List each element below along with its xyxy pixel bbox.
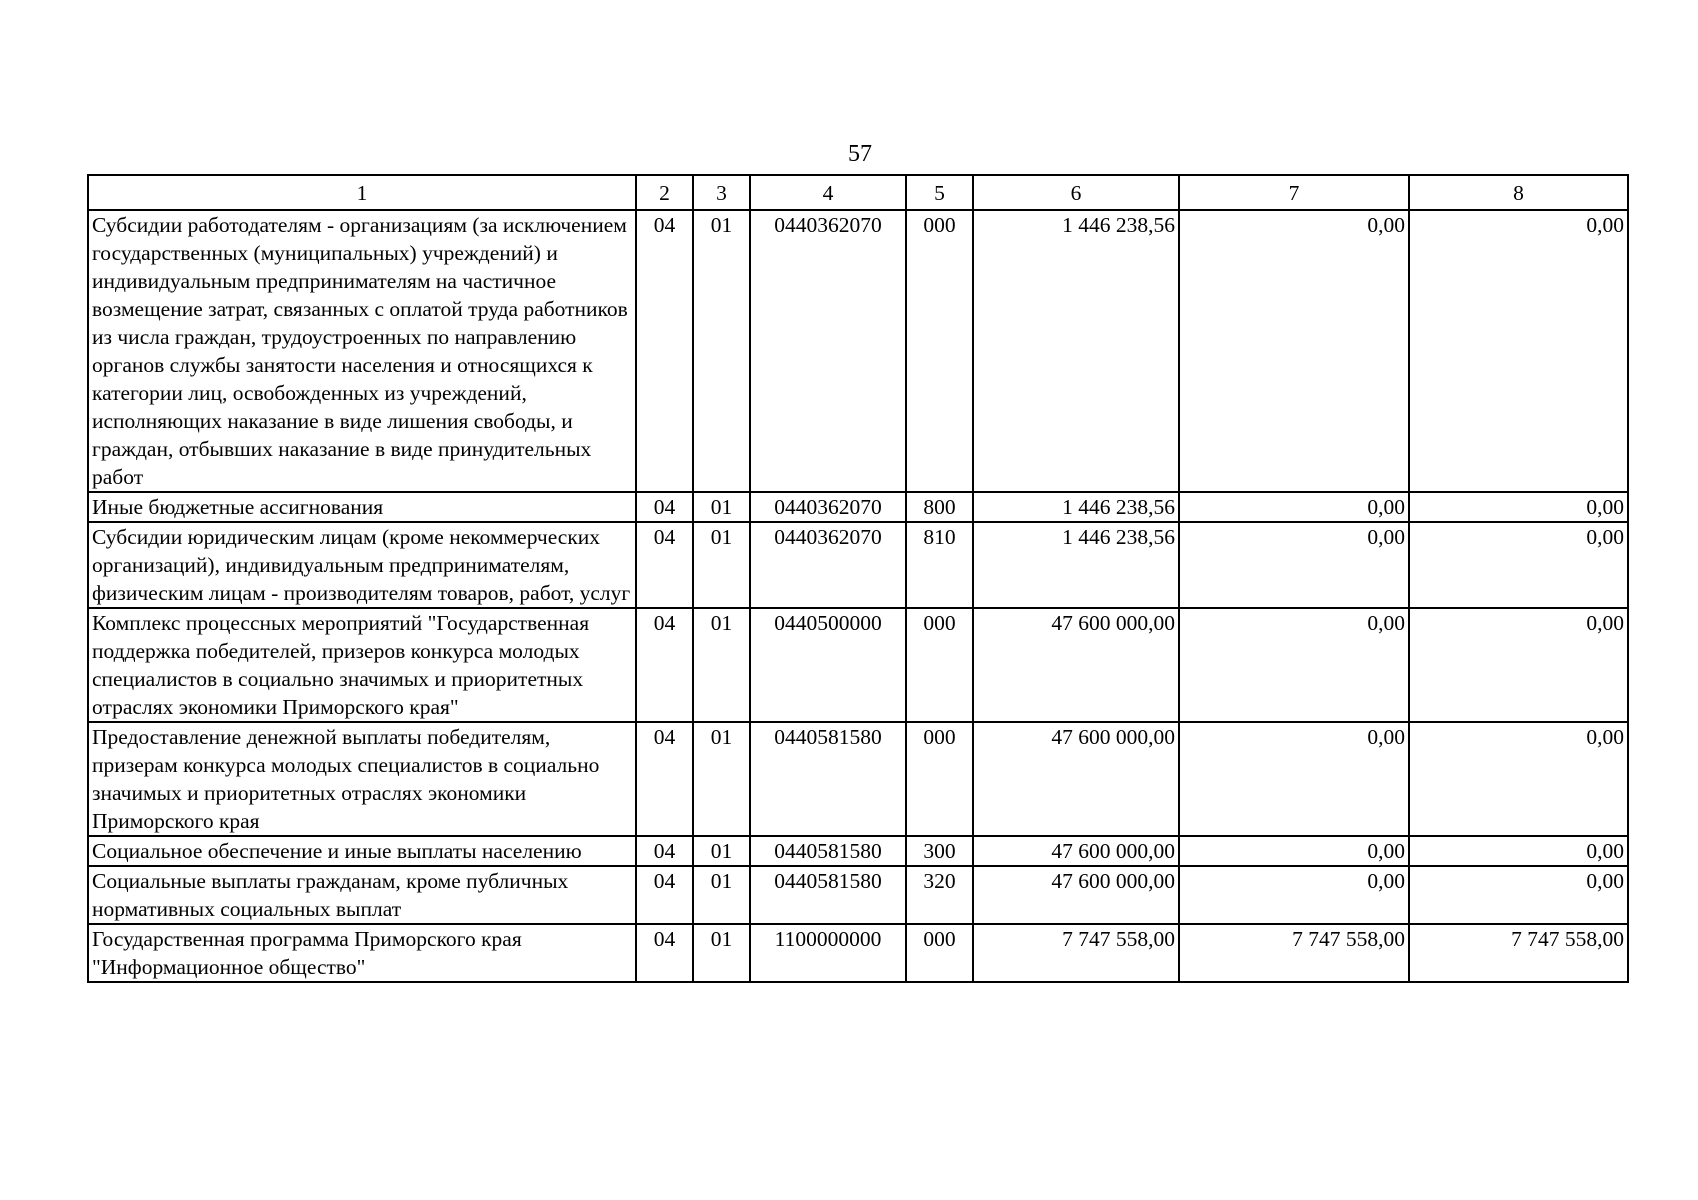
- row-name: Иные бюджетные ассигнования: [88, 492, 636, 522]
- amount-col-7: 0,00: [1179, 608, 1409, 722]
- amount-col-8: 0,00: [1409, 210, 1628, 492]
- section-code: 04: [636, 924, 693, 982]
- table-row: [88, 866, 1628, 924]
- section-code: 04: [636, 608, 693, 722]
- expense-type-code: 320: [906, 866, 973, 924]
- target-article-code: 0440581580: [750, 866, 906, 924]
- subsection-code: 01: [693, 210, 750, 492]
- section-code: 04: [636, 836, 693, 866]
- amount-col-7: 0,00: [1179, 492, 1409, 522]
- subsection-code: 01: [693, 608, 750, 722]
- table-row: [88, 924, 1628, 982]
- expense-type-code: 810: [906, 522, 973, 608]
- amount-col-7: 0,00: [1179, 210, 1409, 492]
- amount-col-8: 7 747 558,00: [1409, 924, 1628, 982]
- amount-col-6: 1 446 238,56: [973, 522, 1179, 608]
- target-article-code: 0440362070: [750, 492, 906, 522]
- amount-col-8: 0,00: [1409, 836, 1628, 866]
- amount-col-7: 7 747 558,00: [1179, 924, 1409, 982]
- section-code: 04: [636, 866, 693, 924]
- amount-col-6: 47 600 000,00: [973, 722, 1179, 836]
- subsection-code: 01: [693, 866, 750, 924]
- section-code: 04: [636, 210, 693, 492]
- subsection-code: 01: [693, 924, 750, 982]
- amount-col-7: 0,00: [1179, 522, 1409, 608]
- target-article-code: 0440362070: [750, 522, 906, 608]
- column-header: 7: [1179, 175, 1409, 210]
- amount-col-6: 1 446 238,56: [973, 210, 1179, 492]
- amount-col-6: 1 446 238,56: [973, 492, 1179, 522]
- column-header: 8: [1409, 175, 1628, 210]
- column-header: 5: [906, 175, 973, 210]
- subsection-code: 01: [693, 522, 750, 608]
- target-article-code: 0440362070: [750, 210, 906, 492]
- amount-col-6: 47 600 000,00: [973, 866, 1179, 924]
- column-header: 4: [750, 175, 906, 210]
- amount-col-6: 47 600 000,00: [973, 836, 1179, 866]
- row-name: Субсидии работодателям - организациям (за исключением государственных (муниципальных) учреждений) и индивидуальным предпринимателям на частичное возмещение затрат, связанных с оплатой труда работников из числа граждан, трудоустроенных по направлению органов службы занятости населения и относящихся к категории лиц, освобожденных из учреждений, исполняющих наказание в виде лишения свободы, и граждан, отбывших наказание в виде принудительных работ: [88, 210, 636, 492]
- column-header: 6: [973, 175, 1179, 210]
- table-row: [88, 492, 1628, 522]
- section-code: 04: [636, 522, 693, 608]
- expense-type-code: 000: [906, 924, 973, 982]
- target-article-code: 0440581580: [750, 836, 906, 866]
- expense-type-code: 000: [906, 722, 973, 836]
- section-code: 04: [636, 722, 693, 836]
- section-code: 04: [636, 492, 693, 522]
- amount-col-8: 0,00: [1409, 866, 1628, 924]
- row-name: Предоставление денежной выплаты победителям, призерам конкурса молодых специалистов в социально значимых и приоритетных отраслях экономики Приморского края: [88, 722, 636, 836]
- amount-col-7: 0,00: [1179, 836, 1409, 866]
- target-article-code: 0440500000: [750, 608, 906, 722]
- amount-col-6: 47 600 000,00: [973, 608, 1179, 722]
- column-header: 2: [636, 175, 693, 210]
- row-name: Государственная программа Приморского края "Информационное общество": [88, 924, 636, 982]
- target-article-code: 1100000000: [750, 924, 906, 982]
- subsection-code: 01: [693, 722, 750, 836]
- subsection-code: 01: [693, 492, 750, 522]
- column-header: 1: [88, 175, 636, 210]
- table-row: [88, 608, 1628, 722]
- amount-col-6: 7 747 558,00: [973, 924, 1179, 982]
- amount-col-8: 0,00: [1409, 722, 1628, 836]
- row-name: Комплекс процессных мероприятий "Государственная поддержка победителей, призеров конкурса молодых специалистов в социально значимых и приоритетных отраслях экономики Приморского края": [88, 608, 636, 722]
- target-article-code: 0440581580: [750, 722, 906, 836]
- amount-col-7: 0,00: [1179, 866, 1409, 924]
- row-name: Социальные выплаты гражданам, кроме публичных нормативных социальных выплат: [88, 866, 636, 924]
- subsection-code: 01: [693, 836, 750, 866]
- page-number: 57: [848, 141, 872, 167]
- expense-type-code: 800: [906, 492, 973, 522]
- amount-col-8: 0,00: [1409, 492, 1628, 522]
- row-name: Социальное обеспечение и иные выплаты населению: [88, 836, 636, 866]
- expense-type-code: 300: [906, 836, 973, 866]
- expense-type-code: 000: [906, 210, 973, 492]
- amount-col-7: 0,00: [1179, 722, 1409, 836]
- table-row: [88, 522, 1628, 608]
- budget-table: [87, 174, 1629, 983]
- row-name: Субсидии юридическим лицам (кроме некоммерческих организаций), индивидуальным предпринимателям, физическим лицам - производителям товаров, работ, услуг: [88, 522, 636, 608]
- table-row: [88, 836, 1628, 866]
- amount-col-8: 0,00: [1409, 608, 1628, 722]
- table-row: [88, 210, 1628, 492]
- table-row: [88, 722, 1628, 836]
- header-row: [88, 175, 1628, 210]
- column-header: 3: [693, 175, 750, 210]
- expense-type-code: 000: [906, 608, 973, 722]
- amount-col-8: 0,00: [1409, 522, 1628, 608]
